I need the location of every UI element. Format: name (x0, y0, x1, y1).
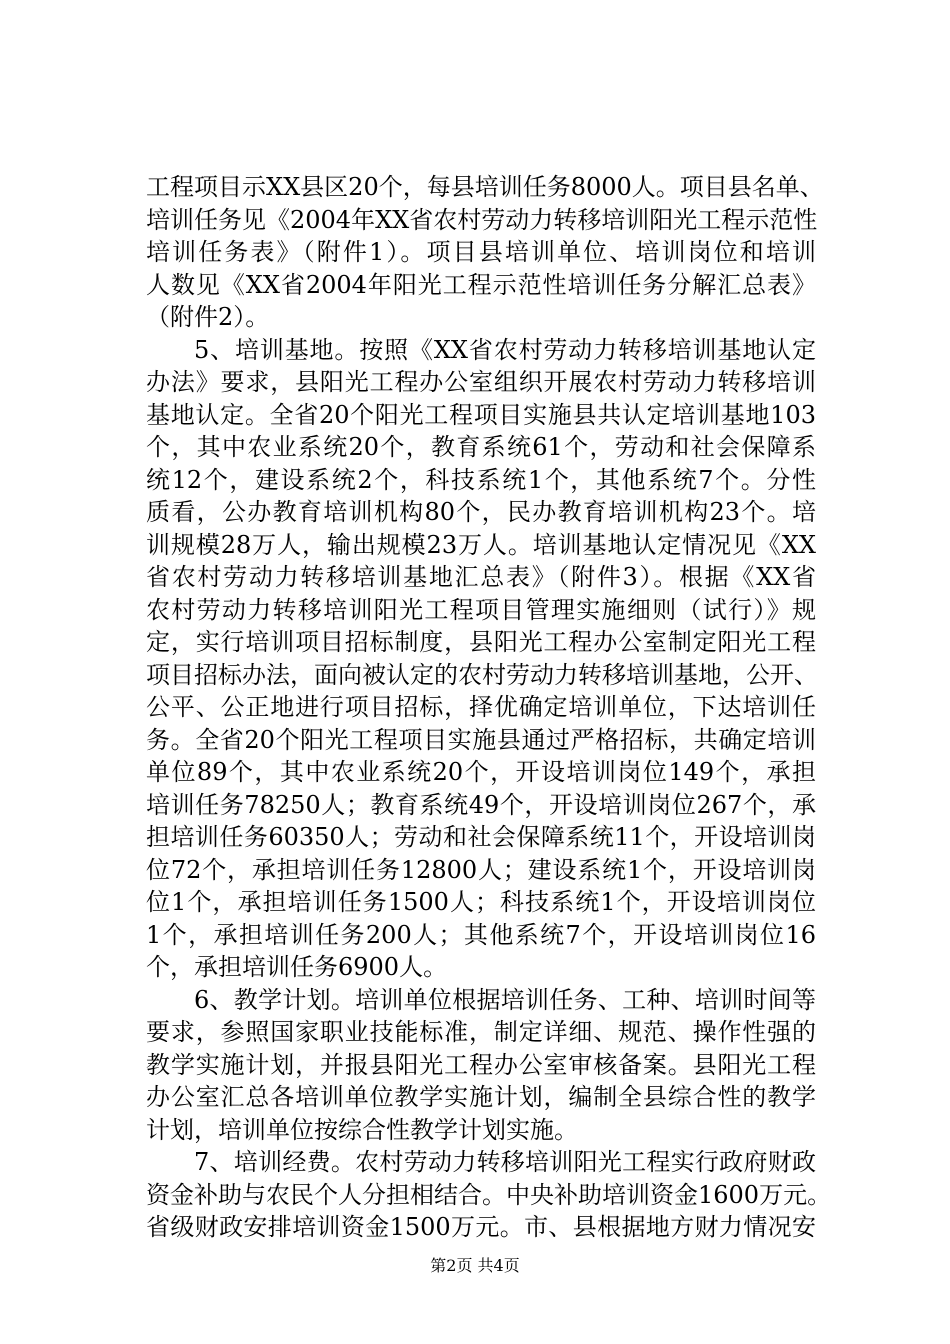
text-line: 办公室汇总各培训单位教学实施计划，编制全县综合性的教学 (146, 1083, 816, 1111)
text-line: 项目招标办法，面向被认定的农村劳动力转移培训基地，公开、 (146, 660, 818, 689)
text-line: 办法》要求，县阳光工程办公室组织开展农村劳动力转移培训 (146, 368, 816, 396)
text-line: 基地认定。全省20个阳光工程项目实施县共认定培训基地103 (146, 400, 816, 429)
text-line: 要求，参照国家职业技能标准，制定详细、规范、操作性强的 (146, 1018, 816, 1046)
text-line: 工程项目示XX县区20个，每县培训任务8000人。项目县名单、 (146, 173, 824, 201)
text-line: 培训任务78250人；教育系统49个，开设培训岗位267个，承 (146, 790, 816, 819)
text-line: 定，实行培训项目招标制度，县阳光工程办公室制定阳光工程 (146, 628, 816, 656)
text-line: 位72个，承担培训任务12800人；建设系统1个，开设培训岗 (146, 855, 816, 884)
text-line: 省级财政安排培训资金1500万元。市、县根据地方财力情况安 (146, 1213, 816, 1241)
page-footer: 第2页 共4页 (430, 1256, 520, 1275)
text-line: 培训任务见《2004年XX省农村劳动力转移培训阳光工程示范性 (146, 205, 818, 234)
text-line: 务。全省20个阳光工程项目实施县通过严格招标，共确定培训 (146, 725, 816, 754)
text-line: 个，承担培训任务6900人。 (146, 953, 448, 981)
text-line: 个，其中农业系统20个，教育系统61个，劳动和社会保障系 (146, 433, 816, 461)
text-line: 6、教学计划。培训单位根据培训任务、工种、培训时间等 (194, 985, 816, 1014)
text-line: 训规模28万人，输出规模23万人。培训基地认定情况见《XX (146, 530, 816, 559)
text-line: 人数见《XX省2004年阳光工程示范性培训任务分解汇总表》 (146, 270, 816, 299)
text-line: 资金补助与农民个人分担相结合。中央补助培训资金1600万元。 (146, 1180, 832, 1209)
text-line: 5、培训基地。按照《XX省农村劳动力转移培训基地认定 (194, 335, 816, 364)
text-line: 培训任务表》（附件1）。项目县培训单位、培训岗位和培训 (146, 238, 816, 266)
text-line: 省农村劳动力转移培训基地汇总表》（附件3）。根据《XX省 (146, 563, 816, 591)
text-line: （附件2）。 (146, 303, 270, 331)
text-line: 1个，承担培训任务200人；其他系统7个，开设培训岗位16 (146, 920, 816, 949)
document-body (146, 171, 832, 1244)
text-line: 单位89个，其中农业系统20个，开设培训岗位149个，承担 (146, 758, 816, 786)
text-line: 教学实施计划，并报县阳光工程办公室审核备案。县阳光工程 (146, 1050, 816, 1079)
text-line: 7、培训经费。农村劳动力转移培训阳光工程实行政府财政 (194, 1148, 816, 1176)
text-line: 公平、公正地进行项目招标，择优确定培训单位，下达培训任 (146, 693, 816, 721)
text-line: 农村劳动力转移培训阳光工程项目管理实施细则（试行）》规 (146, 595, 816, 624)
text-line: 统12个，建设系统2个，科技系统1个，其他系统7个。分性 (146, 465, 816, 494)
text-line: 计划，培训单位按综合性教学计划实施。 (146, 1115, 578, 1144)
text-line: 担培训任务60350人；劳动和社会保障系统11个，开设培训岗 (146, 823, 816, 851)
text-line: 位1个，承担培训任务1500人；科技系统1个，开设培训岗位 (146, 888, 816, 916)
text-line: 质看，公办教育培训机构80个，民办教育培训机构23个。培 (146, 498, 816, 526)
